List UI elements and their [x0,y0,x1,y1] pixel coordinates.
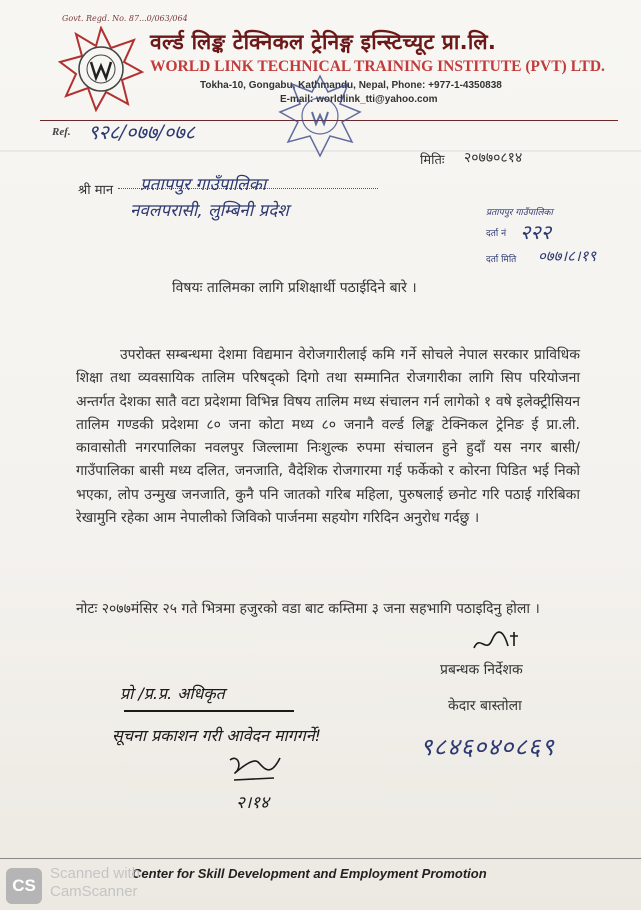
handwritten-note-line-3: २।१४ [236,793,269,813]
received-darta-label: दर्ता नं [486,229,507,239]
received-stamp-title: प्रतापपुर गाउँपालिका [486,208,553,218]
org-name-nepali: वर्ल्ड लिङ्क टेक्निकल ट्रेनिङ्ग इन्स्टिच्यूट प्रा.लि. [150,30,497,54]
round-stamp-icon [278,74,362,158]
reference-label: Ref. [52,126,71,138]
received-darta-number: २२२ [520,220,552,244]
handwritten-phone-number: ९८४६०४०८६९ [420,733,555,761]
handwritten-initials-icon [224,752,284,788]
reference-number: ९२८/०७७/०७८ [88,120,196,144]
camscanner-watermark [50,865,140,901]
letter-body-text: उपरोक्त सम्बन्धमा देशमा विद्यमान वेरोजगारीलाई कमि गर्ने सोचले नेपाल सरकार प्राविधिक शिक्षा तथा व्यवसायिक तालिम परिषद्को दिगो तथा सम्मानित रोजगारीका लागि सिप परियोजना अन्तर्गत देशका सातै वटा प्रदेशमा विभिन्न विषय तालिम मध्य संचालन गर्न लागेको १ वषे इलेक्ट्रीसियन तालिम गण्डकी प्रदेशमा ८० जना कोटा मध्य ८० जनानै वर्ल्ड लिङ्क टेक्निकल ट्रेनिङ ई प्रा.ली. कावासोती नगरपालिका नवलपुर जिल्लामा निःशुल्क रुपमा संचालन हुने हुदाँ यस नगर बासी/गाउँपालिका बासी मध्य दलित, जनजाति, वैदेशिक रोजगारमा गई फर्केको र कोरना पिडित भई निको भएका, लोप उन्मुख जनजाति, कुनै पनि जातको गरिब महिला, पुरुषलाई छनोट गरि पठाई गरिबिका रेखामुनि रहेका आम नेपालीको जिविको पार्जनमा सहयोग गरिदिन अनुरोध गर्दछु । [76,347,580,527]
camscanner-line-1: Scanned with [50,865,141,882]
footer-divider [0,858,641,859]
director-signature-icon [470,628,530,656]
letter-body [76,344,580,530]
subject-line: विषयः तालिमका लागि प्रशिक्षार्थी पठाईदिने बारे । [172,280,417,296]
institute-logo-icon [58,26,144,112]
handwritten-note-line-1: प्रो /प्र.प्र. अधिकृत [120,684,225,703]
recipient-line-1: प्रतापपुर गाउँपालिका [140,175,267,195]
camscanner-logo-icon: CS [6,868,42,904]
recipient-line-2: नवलपरासी, लुम्बिनी प्रदेश [130,201,289,221]
date-label: मितिः [420,153,445,168]
signer-designation: प्रबन्धक निर्देशक [440,662,523,678]
org-name-english: WORLD LINK TECHNICAL TRAINING INSTITUTE (PVT) LTD. [150,58,605,75]
letter-note: नोटः २०७७मंसिर २५ गते भित्रमा हजुरको वडा बाट कम्तिमा ३ जना सहभागि पठाइदिनु होला । [76,601,540,617]
signer-name: केदार बास्तोला [448,698,522,714]
camscanner-line-2: CamScanner [50,883,138,900]
handwritten-note-line-2: सूचना प्रकाशन गरी आवेदन मागगर्ने! [112,726,321,745]
handwritten-underline [124,710,294,712]
date-value: २०७७०८१४ [464,150,523,166]
govt-registration: Govt. Regd. No. 87...0/063/064 [62,14,188,23]
received-date-label: दर्ता मिति [486,255,517,265]
org-email: E-mail: worldlink_tti@yahoo.com [280,94,438,105]
received-date-value: ०७७।८।१९ [538,247,597,265]
recipient-prefix: श्री मान [78,183,114,198]
org-address: Tokha-10, Gongabu, Kathmandu, Nepal, Phone: +977-1-4350838 [200,80,502,91]
footer-tagline: Center for Skill Development and Employment Promotion [132,866,487,881]
